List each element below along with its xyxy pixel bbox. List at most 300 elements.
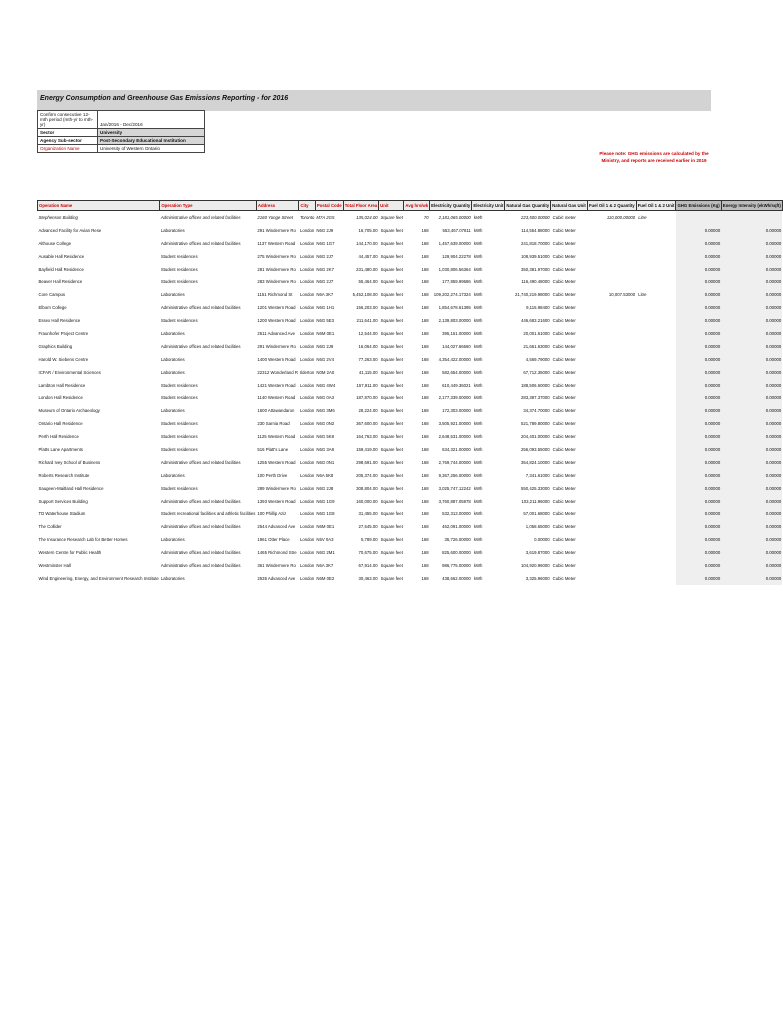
cell-avg-hours[interactable]: 168 xyxy=(421,524,429,530)
cell-electricity-qty[interactable]: 532,313.00000 xyxy=(442,511,471,517)
cell-avg-hours[interactable]: 168 xyxy=(421,369,429,375)
cell-energy-intensity[interactable]: 0.00000 xyxy=(721,430,782,443)
cell-operation-type[interactable]: Laboratories xyxy=(160,292,185,298)
cell-address[interactable]: 230 Sarnia Road xyxy=(257,421,290,427)
cell-energy-intensity[interactable]: 0.00000 xyxy=(721,495,782,508)
cell-address[interactable]: 291 Windermere Ro xyxy=(257,227,296,233)
cell-fuel-qty[interactable] xyxy=(587,366,636,379)
cell-ghg-emissions[interactable]: 0.00000 xyxy=(676,224,721,237)
cell-operation-type[interactable]: Laboratories xyxy=(160,408,185,414)
cell-energy-intensity[interactable]: 0.00000 xyxy=(721,327,782,340)
cell-fuel-unit[interactable] xyxy=(636,250,676,263)
cell-electricity-qty[interactable]: 1,457,639.00000 xyxy=(438,240,471,246)
cell-area-unit[interactable]: Square feet xyxy=(380,524,403,530)
cell-fuel-qty[interactable] xyxy=(587,430,636,443)
cell-energy-intensity[interactable]: 0.00000 xyxy=(721,379,782,392)
cell-gas-unit[interactable]: Cubic Meter xyxy=(552,537,576,543)
cell-electricity-unit[interactable]: kWh xyxy=(473,408,483,414)
cell-energy-intensity[interactable] xyxy=(721,211,782,224)
cell-operation-type[interactable]: Student residences xyxy=(160,382,198,388)
cell-avg-hours[interactable]: 168 xyxy=(421,356,429,362)
cell-ghg-emissions[interactable]: 0.00000 xyxy=(676,559,721,572)
cell-city[interactable]: London xyxy=(299,524,315,530)
cell-electricity-unit[interactable]: kWh xyxy=(473,266,483,272)
cell-operation-name[interactable]: Advanced Facility for Avian Rese xyxy=(38,227,102,233)
cell-area-unit[interactable]: Square feet xyxy=(380,279,403,285)
cell-postal-code[interactable]: N6M 0E2 xyxy=(316,575,335,581)
cell-electricity-unit[interactable]: kWh xyxy=(473,562,483,568)
cell-operation-type[interactable]: Administrative offices and related facilities xyxy=(160,305,241,311)
cell-fuel-unit[interactable] xyxy=(636,572,676,585)
cell-ghg-emissions[interactable] xyxy=(676,211,721,224)
cell-electricity-unit[interactable]: kWh xyxy=(473,421,483,427)
cell-ghg-emissions[interactable]: 0.00000 xyxy=(676,250,721,263)
cell-electricity-qty[interactable]: 2,177,339.00000 xyxy=(438,395,471,401)
cell-electricity-qty[interactable]: 610,449.36021 xyxy=(442,382,471,388)
cell-gas-unit[interactable]: Cubic Meter xyxy=(552,395,576,401)
cell-area-unit[interactable]: Square feet xyxy=(380,240,403,246)
cell-postal-code[interactable]: N6G 4W4 xyxy=(316,382,336,388)
cell-fuel-unit[interactable] xyxy=(636,507,676,520)
cell-avg-hours[interactable]: 168 xyxy=(421,434,429,440)
cell-operation-type[interactable]: Administrative offices and related facilities xyxy=(160,214,241,220)
cell-city[interactable]: London xyxy=(299,498,315,504)
cell-electricity-qty[interactable]: 3,505,921.00000 xyxy=(438,421,471,427)
cell-operation-type[interactable]: Student residences xyxy=(160,421,198,427)
cell-address[interactable]: 1393 Western Road xyxy=(257,498,296,504)
cell-energy-intensity[interactable]: 0.00000 xyxy=(721,353,782,366)
cell-gas-qty[interactable]: 350,381.97000 xyxy=(520,266,550,272)
cell-gas-qty[interactable]: 256,093.55000 xyxy=(520,446,550,452)
cell-city[interactable]: London xyxy=(299,485,315,491)
cell-gas-qty[interactable]: 9,115.98400 xyxy=(526,305,550,311)
cell-address[interactable]: 1421 Western Road xyxy=(257,382,296,388)
cell-floor-area[interactable]: 44,457.00 xyxy=(358,253,378,259)
cell-area-unit[interactable]: Square feet xyxy=(380,395,403,401)
cell-address[interactable]: 1400 Western Road xyxy=(257,356,296,362)
cell-city[interactable]: London xyxy=(299,434,315,440)
cell-gas-qty[interactable]: 21,740,219.98000 xyxy=(515,292,550,298)
cell-operation-type[interactable]: Administrative offices and related facilities xyxy=(160,498,241,504)
cell-address[interactable]: 1465 Richmond Stre xyxy=(257,550,297,556)
cell-electricity-qty[interactable]: 1,854,678.61395 xyxy=(438,305,471,311)
cell-city[interactable]: London xyxy=(299,318,315,324)
cell-gas-qty[interactable]: 3,325.96000 xyxy=(525,575,550,581)
cell-operation-name[interactable]: Support Services Building xyxy=(38,498,88,504)
cell-electricity-qty[interactable]: 172,303.00000 xyxy=(442,408,471,414)
cell-ghg-emissions[interactable]: 0.00000 xyxy=(676,482,721,495)
cell-operation-name[interactable]: London Hall Residence xyxy=(38,395,83,401)
cell-fuel-qty[interactable] xyxy=(587,314,636,327)
cell-electricity-qty[interactable]: 2,139,803.00000 xyxy=(438,318,471,324)
cell-area-unit[interactable]: Square feet xyxy=(380,562,403,568)
cell-avg-hours[interactable]: 168 xyxy=(421,305,429,311)
cell-fuel-unit[interactable] xyxy=(636,546,676,559)
cell-ghg-emissions[interactable]: 0.00000 xyxy=(676,301,721,314)
cell-floor-area[interactable]: 211,641.00 xyxy=(356,318,378,324)
cell-ghg-emissions[interactable]: 0.00000 xyxy=(676,417,721,430)
cell-address[interactable]: 1600 Attawandaron xyxy=(257,408,295,414)
cell-postal-code[interactable]: N6G 2J9 xyxy=(316,343,334,349)
cell-avg-hours[interactable]: 168 xyxy=(421,446,429,452)
cell-postal-code[interactable]: N6G 5E3 xyxy=(316,318,335,324)
cell-electricity-unit[interactable]: kWh xyxy=(473,550,483,556)
cell-operation-name[interactable]: Core Campus xyxy=(38,292,66,298)
cell-gas-unit[interactable]: Cubic Meter xyxy=(552,356,576,362)
cell-gas-qty[interactable]: 20,001.61000 xyxy=(523,330,550,336)
cell-fuel-qty[interactable] xyxy=(587,301,636,314)
cell-ghg-emissions[interactable]: 0.00000 xyxy=(676,443,721,456)
cell-electricity-qty[interactable]: 634,321.00000 xyxy=(442,446,471,452)
cell-postal-code[interactable]: N6G 0N2 xyxy=(316,421,335,427)
cell-fuel-unit[interactable] xyxy=(636,340,676,353)
cell-city[interactable]: London xyxy=(299,408,315,414)
cell-gas-qty[interactable]: 283,387.37000 xyxy=(520,395,550,401)
cell-electricity-qty[interactable]: 582,654.00000 xyxy=(442,369,471,375)
cell-postal-code[interactable]: N6G 1H1 xyxy=(316,305,335,311)
cell-ghg-emissions[interactable]: 0.00000 xyxy=(676,520,721,533)
cell-city[interactable]: London xyxy=(299,330,315,336)
cell-electricity-qty[interactable]: 3,025,747.12242 xyxy=(438,485,471,491)
cell-gas-qty[interactable]: 103,211.96000 xyxy=(521,498,550,504)
cell-fuel-unit[interactable] xyxy=(636,366,676,379)
cell-operation-name[interactable]: Harold W. Siebens Centre xyxy=(38,356,89,362)
cell-floor-area[interactable]: 16,064.00 xyxy=(358,343,378,349)
cell-area-unit[interactable]: Square feet xyxy=(380,343,403,349)
cell-gas-unit[interactable]: Cubic Meter xyxy=(552,550,576,556)
cell-area-unit[interactable]: Square feet xyxy=(380,498,403,504)
cell-energy-intensity[interactable]: 0.00000 xyxy=(721,443,782,456)
cell-fuel-unit[interactable] xyxy=(636,482,676,495)
cell-fuel-qty[interactable] xyxy=(587,353,636,366)
cell-ghg-emissions[interactable]: 0.00000 xyxy=(676,275,721,288)
cell-electricity-qty[interactable]: 3,760,887.05978 xyxy=(438,498,471,504)
cell-energy-intensity[interactable]: 0.00000 xyxy=(721,417,782,430)
cell-avg-hours[interactable]: 168 xyxy=(421,575,429,581)
cell-city[interactable]: London xyxy=(299,562,315,568)
cell-energy-intensity[interactable]: 0.00000 xyxy=(721,546,782,559)
cell-area-unit[interactable]: Square feet xyxy=(380,305,403,311)
cell-fuel-qty[interactable] xyxy=(587,263,636,276)
cell-fuel-unit[interactable] xyxy=(636,327,676,340)
cell-postal-code[interactable]: N5V 0A3 xyxy=(316,537,334,543)
cell-operation-name[interactable]: Perth Hall Residence xyxy=(38,434,79,440)
period-value[interactable]: Jan/2016 - Dec/2016 xyxy=(98,111,205,129)
cell-operation-type[interactable]: Administrative offices and related facilities xyxy=(160,562,241,568)
cell-gas-qty[interactable]: 57,001.68000 xyxy=(523,511,550,517)
cell-fuel-qty[interactable] xyxy=(587,275,636,288)
cell-operation-name[interactable]: TD Waterhouse Stadium xyxy=(38,511,86,517)
cell-area-unit[interactable]: Square feet xyxy=(380,550,403,556)
cell-operation-name[interactable]: Bayfield Hall Residence xyxy=(38,266,84,272)
cell-area-unit[interactable]: Square feet xyxy=(380,537,403,543)
cell-address[interactable]: 291 Windermere Ro xyxy=(257,343,296,349)
cell-gas-qty[interactable]: 1,058.65000 xyxy=(525,524,550,530)
cell-operation-type[interactable]: Student residences xyxy=(160,253,198,259)
cell-postal-code[interactable]: N6G 3M6 xyxy=(316,408,335,414)
cell-operation-type[interactable]: Student recreational facilities and athletic facilities xyxy=(160,511,256,517)
cell-city[interactable]: London xyxy=(299,472,315,478)
cell-electricity-unit[interactable]: kWh xyxy=(473,459,483,465)
cell-fuel-unit[interactable] xyxy=(636,301,676,314)
cell-electricity-unit[interactable]: kWh xyxy=(473,434,483,440)
org-value[interactable]: University of Western Ontario xyxy=(98,145,205,153)
cell-postal-code[interactable]: N6A 5K8 xyxy=(316,472,334,478)
cell-area-unit[interactable]: Square feet xyxy=(380,382,403,388)
cell-floor-area[interactable]: 159,419.00 xyxy=(356,446,378,452)
cell-electricity-qty[interactable]: 177,859.99686 xyxy=(442,279,471,285)
cell-operation-name[interactable]: Fraunhofer Project Centre xyxy=(38,330,89,336)
cell-gas-qty[interactable]: 204,401.00000 xyxy=(520,434,550,440)
cell-avg-hours[interactable]: 168 xyxy=(421,459,429,465)
cell-floor-area[interactable]: 30,463.00 xyxy=(358,575,378,581)
cell-postal-code[interactable]: N6M 0E1 xyxy=(316,330,335,336)
cell-electricity-unit[interactable]: kWh xyxy=(473,537,483,543)
cell-postal-code[interactable]: N6G 5K8 xyxy=(316,434,335,440)
cell-operation-name[interactable]: Stephenson Building xyxy=(38,214,78,220)
cell-area-unit[interactable]: Square feet xyxy=(380,472,403,478)
cell-operation-type[interactable]: Administrative offices and related facilities xyxy=(160,459,241,465)
cell-postal-code[interactable]: N6G 0A3 xyxy=(316,395,335,401)
cell-fuel-qty[interactable] xyxy=(587,520,636,533)
cell-electricity-unit[interactable]: kWh xyxy=(473,253,483,259)
cell-energy-intensity[interactable]: 0.00000 xyxy=(721,301,782,314)
cell-operation-name[interactable]: Beaver Hall Residence xyxy=(38,279,83,285)
cell-gas-unit[interactable]: Cubic Meter xyxy=(552,485,576,491)
cell-gas-unit[interactable]: Cubic Meter xyxy=(552,382,576,388)
cell-gas-qty[interactable]: 108,939.51000 xyxy=(520,253,550,259)
cell-electricity-qty[interactable]: 462,091.00000 xyxy=(442,524,471,530)
cell-gas-unit[interactable]: Cubic Meter xyxy=(552,498,576,504)
cell-fuel-qty[interactable] xyxy=(587,327,636,340)
cell-area-unit[interactable]: Square feet xyxy=(380,408,403,414)
cell-gas-unit[interactable]: Cubic Meter xyxy=(552,279,576,285)
cell-avg-hours[interactable]: 168 xyxy=(421,266,429,272)
cell-electricity-unit[interactable]: kWh xyxy=(473,575,483,581)
cell-fuel-unit[interactable] xyxy=(636,275,676,288)
cell-operation-type[interactable]: Laboratories xyxy=(160,369,185,375)
cell-operation-name[interactable]: Essex Hall Residence xyxy=(38,318,81,324)
cell-floor-area[interactable]: 55,464.00 xyxy=(358,279,378,285)
cell-operation-name[interactable]: Museum of Ontario Archaeology xyxy=(38,408,100,414)
cell-gas-unit[interactable]: Cubic Meter xyxy=(552,408,576,414)
cell-area-unit[interactable]: Square feet xyxy=(380,369,403,375)
cell-gas-unit[interactable]: Cubic Meter xyxy=(552,511,576,517)
cell-address[interactable]: 1201 Western Road xyxy=(257,305,296,311)
cell-city[interactable]: London xyxy=(299,421,315,427)
cell-address[interactable]: 1200 Western Road xyxy=(257,318,296,324)
cell-avg-hours[interactable]: 168 xyxy=(421,485,429,491)
cell-gas-qty[interactable]: 104,920.96000 xyxy=(520,562,550,568)
cell-area-unit[interactable]: Square feet xyxy=(380,330,403,336)
cell-fuel-unit[interactable] xyxy=(636,263,676,276)
cell-gas-unit[interactable]: Cubic Meter xyxy=(552,343,576,349)
cell-ghg-emissions[interactable]: 0.00000 xyxy=(676,366,721,379)
cell-operation-name[interactable]: The Collider xyxy=(38,524,62,530)
cell-fuel-qty[interactable] xyxy=(587,546,636,559)
cell-electricity-unit[interactable]: kWh xyxy=(473,279,483,285)
cell-area-unit[interactable]: Square feet xyxy=(380,421,403,427)
cell-energy-intensity[interactable]: 0.00000 xyxy=(721,224,782,237)
cell-operation-type[interactable]: Student residences xyxy=(160,446,198,452)
cell-address[interactable]: 1255 Western Road xyxy=(257,459,296,465)
cell-electricity-unit[interactable]: kWh xyxy=(473,240,483,246)
cell-floor-area[interactable]: 157,911.00 xyxy=(356,382,378,388)
cell-gas-unit[interactable]: Cubic Meter xyxy=(552,369,576,375)
cell-fuel-qty[interactable] xyxy=(587,391,636,404)
cell-energy-intensity[interactable]: 0.00000 xyxy=(721,263,782,276)
subsector-value[interactable]: Post-Secondary Educational Institution xyxy=(98,137,205,145)
cell-address[interactable]: 2511 Advanced Ave xyxy=(257,330,295,336)
cell-area-unit[interactable]: Square feet xyxy=(380,511,403,517)
cell-electricity-qty[interactable]: 825,600.00000 xyxy=(442,550,471,556)
cell-electricity-unit[interactable]: kWh xyxy=(473,472,483,478)
cell-floor-area[interactable]: 298,691.00 xyxy=(356,459,378,465)
cell-floor-area[interactable]: 308,804.00 xyxy=(356,485,378,491)
cell-energy-intensity[interactable]: 0.00000 xyxy=(721,482,782,495)
cell-avg-hours[interactable]: 168 xyxy=(421,253,429,259)
cell-ghg-emissions[interactable]: 0.00000 xyxy=(676,340,721,353)
cell-ghg-emissions[interactable]: 0.00000 xyxy=(676,495,721,508)
cell-energy-intensity[interactable]: 0.00000 xyxy=(721,520,782,533)
cell-fuel-qty[interactable] xyxy=(587,404,636,417)
cell-gas-unit[interactable]: Cubic Meter xyxy=(552,292,576,298)
cell-energy-intensity[interactable]: 0.00000 xyxy=(721,237,782,250)
cell-electricity-qty[interactable]: 109,202,274.17324 xyxy=(433,292,471,298)
cell-postal-code[interactable]: N6A 3K7 xyxy=(316,562,334,568)
cell-electricity-qty[interactable]: 144,027.66660 xyxy=(442,343,471,349)
cell-fuel-qty[interactable] xyxy=(587,250,636,263)
cell-floor-area[interactable]: 164,763.00 xyxy=(356,434,378,440)
cell-operation-type[interactable]: Administrative offices and related facilities xyxy=(160,240,241,246)
cell-electricity-unit[interactable]: kWh xyxy=(473,446,483,452)
cell-operation-name[interactable]: The Insurance Research Lab for Better Homes xyxy=(38,537,128,543)
cell-city[interactable]: London xyxy=(299,240,315,246)
cell-floor-area[interactable]: 28,224.00 xyxy=(358,408,378,414)
cell-avg-hours[interactable]: 168 xyxy=(421,421,429,427)
cell-operation-name[interactable]: Graphics Building xyxy=(38,343,73,349)
cell-operation-name[interactable]: Lambton Hall Residence xyxy=(38,382,86,388)
cell-electricity-qty[interactable]: 2,648,531.00000 xyxy=(438,434,471,440)
cell-ghg-emissions[interactable]: 0.00000 xyxy=(676,430,721,443)
cell-ghg-emissions[interactable]: 0.00000 xyxy=(676,237,721,250)
cell-energy-intensity[interactable]: 0.00000 xyxy=(721,391,782,404)
cell-electricity-qty[interactable]: 2,181,065.00000 xyxy=(438,214,471,220)
cell-area-unit[interactable]: Square feet xyxy=(380,266,403,272)
cell-fuel-qty[interactable] xyxy=(587,482,636,495)
cell-postal-code[interactable]: N6M 0E1 xyxy=(316,524,335,530)
cell-operation-name[interactable]: Saugeen-Maitland Hall Residence xyxy=(38,485,104,491)
cell-gas-qty[interactable]: 550,425.33000 xyxy=(520,485,550,491)
cell-postal-code[interactable]: N6G 1G8 xyxy=(316,511,335,517)
cell-city[interactable]: Ilderton xyxy=(299,369,315,375)
cell-postal-code[interactable]: N6A 3K7 xyxy=(316,292,334,298)
cell-operation-type[interactable]: Administrative offices and related facilities xyxy=(160,524,241,530)
cell-postal-code[interactable]: N6G 2V4 xyxy=(316,356,335,362)
cell-fuel-qty[interactable] xyxy=(587,495,636,508)
cell-avg-hours[interactable]: 168 xyxy=(421,343,429,349)
cell-avg-hours[interactable]: 168 xyxy=(421,550,429,556)
cell-electricity-qty[interactable]: 2,769,744.00000 xyxy=(438,459,471,465)
cell-address[interactable]: 100 Phillip Aziz xyxy=(257,511,287,517)
cell-city[interactable]: London xyxy=(299,305,315,311)
cell-avg-hours[interactable]: 168 xyxy=(421,395,429,401)
cell-operation-name[interactable]: Elborn College xyxy=(38,305,67,311)
cell-operation-name[interactable]: ICFAR / Environmental Sciences xyxy=(38,369,101,375)
cell-operation-type[interactable]: Student residences xyxy=(160,266,198,272)
cell-electricity-unit[interactable]: kWh xyxy=(473,343,483,349)
cell-fuel-qty[interactable] xyxy=(587,456,636,469)
cell-operation-name[interactable]: Roberts Research Institute xyxy=(38,472,90,478)
cell-fuel-unit[interactable] xyxy=(636,495,676,508)
cell-fuel-qty[interactable] xyxy=(587,572,636,585)
cell-area-unit[interactable]: Square feet xyxy=(380,292,403,298)
cell-electricity-unit[interactable]: kWh xyxy=(473,305,483,311)
cell-gas-qty[interactable]: 4,569.79000 xyxy=(525,356,550,362)
cell-fuel-unit[interactable] xyxy=(636,430,676,443)
cell-fuel-unit[interactable] xyxy=(636,237,676,250)
cell-city[interactable]: London xyxy=(299,511,315,517)
cell-operation-name[interactable]: Althouse College xyxy=(38,240,71,246)
cell-operation-type[interactable]: Laboratories xyxy=(160,575,185,581)
cell-fuel-unit[interactable] xyxy=(636,559,676,572)
cell-city[interactable]: London xyxy=(299,253,315,259)
cell-floor-area[interactable]: 160,000.00 xyxy=(356,498,378,504)
cell-floor-area[interactable]: 41,115.00 xyxy=(358,369,378,375)
cell-operation-name[interactable]: Western Centre for Public Health xyxy=(38,550,102,556)
cell-operation-name[interactable]: Ontario Hall Residence xyxy=(38,421,83,427)
cell-floor-area[interactable]: 12,544.00 xyxy=(358,330,378,336)
cell-fuel-qty[interactable] xyxy=(587,507,636,520)
cell-gas-unit[interactable]: Cubic Meter xyxy=(552,446,576,452)
cell-operation-name[interactable]: Wind Engineering, Energy, and Environment Research Institute xyxy=(38,575,159,581)
cell-energy-intensity[interactable]: 0.00000 xyxy=(721,572,782,585)
cell-electricity-qty[interactable]: 4,354,422.00000 xyxy=(438,356,471,362)
cell-avg-hours[interactable]: 168 xyxy=(421,511,429,517)
cell-avg-hours[interactable]: 168 xyxy=(421,498,429,504)
cell-ghg-emissions[interactable]: 0.00000 xyxy=(676,379,721,392)
cell-gas-qty[interactable]: 223,500.00000 xyxy=(520,214,550,220)
cell-avg-hours[interactable]: 168 xyxy=(421,537,429,543)
cell-electricity-unit[interactable]: kWh xyxy=(473,395,483,401)
cell-operation-name[interactable]: Platts Lane Apartments xyxy=(38,446,83,452)
cell-avg-hours[interactable]: 168 xyxy=(421,408,429,414)
cell-fuel-qty[interactable] xyxy=(587,417,636,430)
cell-operation-type[interactable]: Laboratories xyxy=(160,472,185,478)
cell-operation-type[interactable]: Laboratories xyxy=(160,537,185,543)
cell-city[interactable]: London xyxy=(299,356,315,362)
cell-fuel-unit[interactable] xyxy=(636,469,676,482)
cell-gas-unit[interactable]: Cubic Meter xyxy=(552,240,576,246)
cell-energy-intensity[interactable]: 0.00000 xyxy=(721,288,782,301)
cell-fuel-qty[interactable] xyxy=(587,237,636,250)
cell-gas-unit[interactable]: Cubic Meter xyxy=(552,330,576,336)
cell-postal-code[interactable]: N6G 2J9 xyxy=(316,227,334,233)
cell-gas-unit[interactable]: Cubic Meter xyxy=(552,434,576,440)
cell-address[interactable]: 361 Windermere Ro xyxy=(257,562,296,568)
cell-ghg-emissions[interactable]: 0.00000 xyxy=(676,507,721,520)
cell-area-unit[interactable]: Square feet xyxy=(380,356,403,362)
cell-floor-area[interactable]: 67,914.00 xyxy=(358,562,378,568)
cell-postal-code[interactable]: N6G 3A8 xyxy=(316,446,335,452)
cell-gas-qty[interactable]: 354,824.10000 xyxy=(520,459,550,465)
cell-ghg-emissions[interactable]: 0.00000 xyxy=(676,288,721,301)
cell-fuel-qty[interactable]: 110,000.00000 xyxy=(606,214,636,220)
cell-electricity-qty[interactable]: 35,726.00000 xyxy=(444,537,471,543)
cell-operation-type[interactable]: Laboratories xyxy=(160,227,185,233)
cell-energy-intensity[interactable]: 0.00000 xyxy=(721,456,782,469)
cell-floor-area[interactable]: 70,675.00 xyxy=(358,550,378,556)
